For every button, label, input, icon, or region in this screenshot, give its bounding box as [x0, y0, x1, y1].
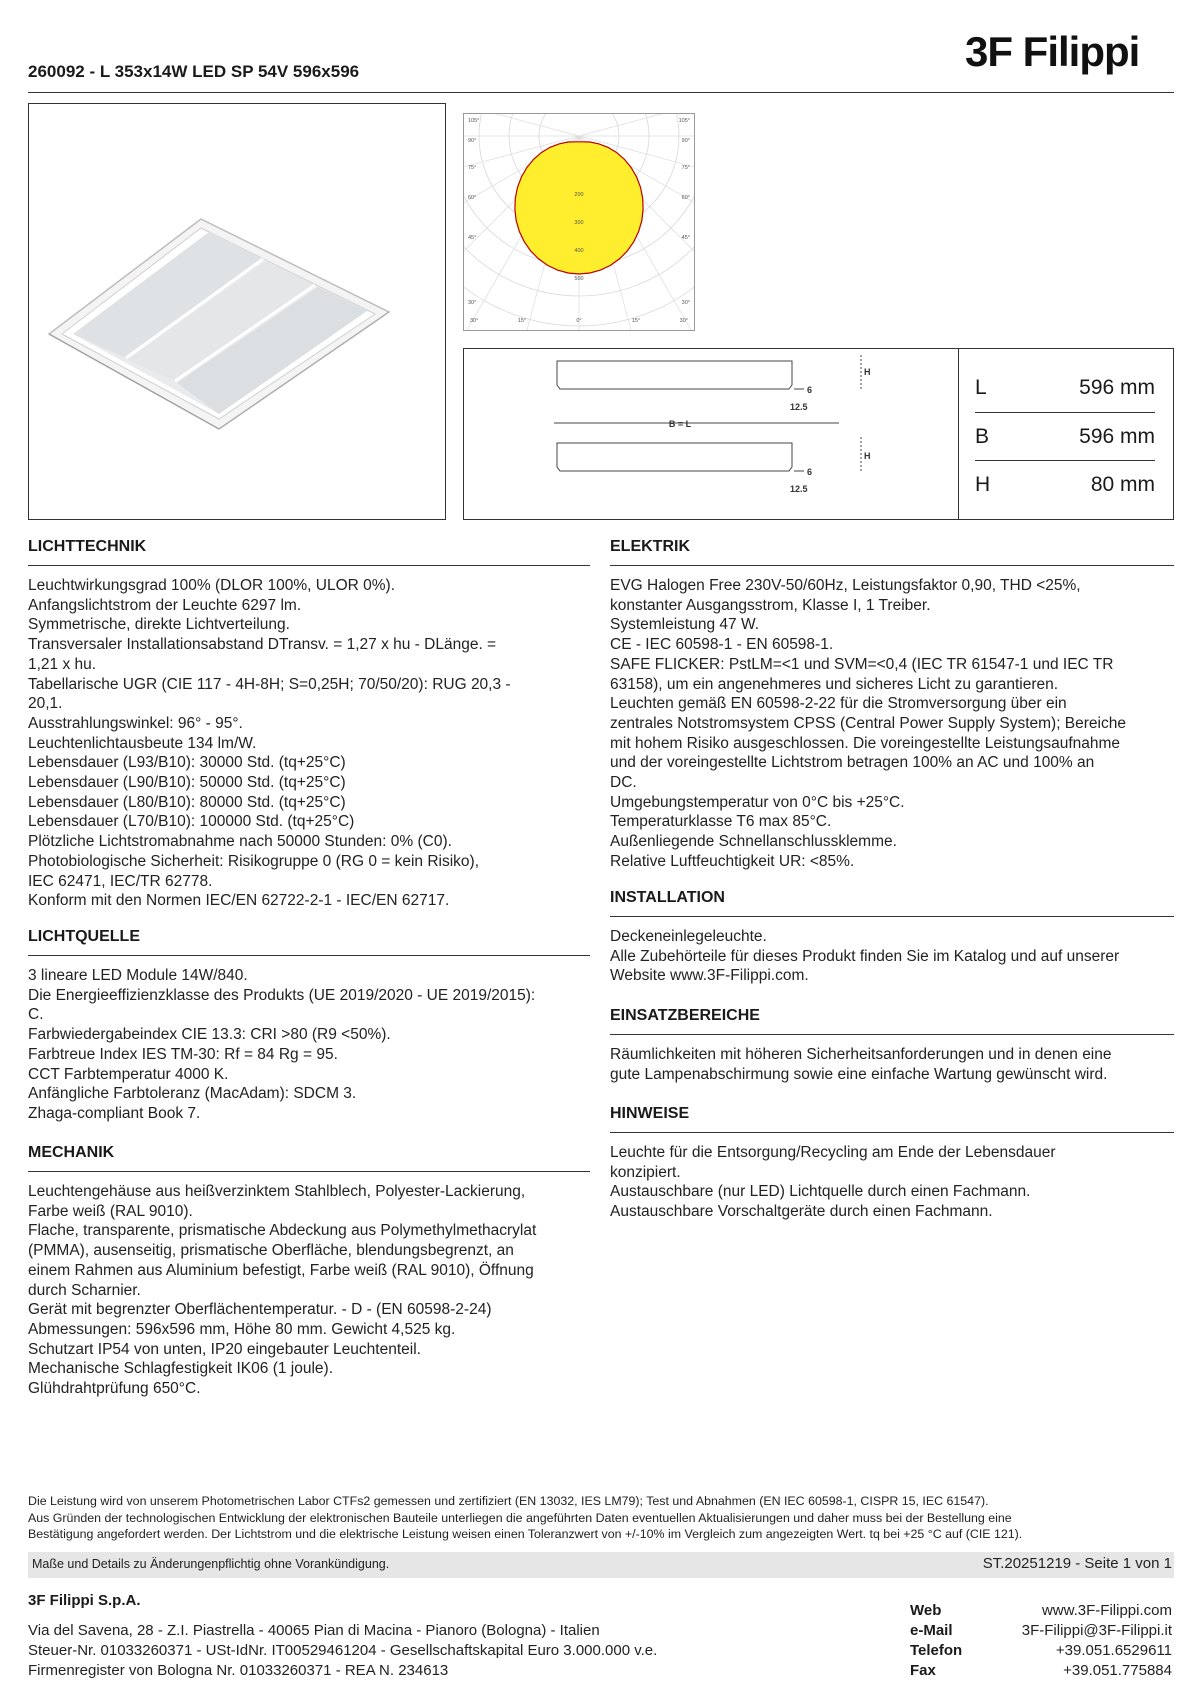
offset-12-5-bottom: 12.5: [790, 484, 808, 494]
section-heading: HINWEISE: [610, 1105, 690, 1122]
dimension-row-l: [975, 368, 1155, 408]
section-line: 63158), um ein angenehmeres und sicheres Licht zu garantieren.: [610, 675, 1059, 693]
section-line: Leuchtwirkungsgrad 100% (DLOR 100%, ULOR 0%).: [28, 577, 396, 594]
section-line: Flache, transparente, prismatische Abdeckung aus Polymethylmethacrylat: [28, 1222, 537, 1240]
section-line: IEC 62471, IEC/TR 62778.: [28, 872, 213, 890]
section-rule: [610, 1034, 1174, 1035]
info-bar-disclaimer: Maße und Details zu Änderungenpflichtig ohne Vorankündigung.: [32, 1557, 390, 1571]
company-name: 3F Filippi S.p.A.: [28, 1592, 141, 1609]
dimension-row-b: [975, 417, 1155, 457]
polar-radial-label: 400: [574, 248, 584, 254]
dimension-drawing: [464, 349, 958, 519]
contact-key-email: e-Mail: [910, 1622, 953, 1639]
contact-web-link[interactable]: www.3F-Filippi.com: [1041, 1602, 1172, 1619]
section-line: 1,21 x hu.: [28, 655, 97, 673]
company-tax-info: Steuer-Nr. 01033260371 - USt-IdNr. IT00529461204 - Gesellschaftskapital Euro 3.000.000 v.e.: [28, 1642, 658, 1659]
dimension-key: H: [975, 473, 991, 496]
section-line: konstanter Ausgangsstrom, Klasse I, 1 Treiber.: [610, 596, 931, 614]
section-line: 3 lineare LED Module 14W/840.: [28, 967, 248, 984]
section-line: konzipiert.: [610, 1163, 681, 1181]
dimension-value: 596 mm: [1079, 425, 1155, 448]
section-line: Symmetrische, direkte Lichtverteilung.: [28, 616, 290, 634]
section-line: Transversaler Installationsabstand DTransv. = 1,27 x hu - DLänge. =: [28, 636, 497, 654]
section-mechanik: [28, 1143, 590, 1399]
section-line: CE - IEC 60598-1 - EN 60598-1.: [610, 636, 834, 654]
footnote-line: Aus Gründen der technologischen Entwicklung der elektronischen Bauteile unterliegen die angeführten Daten eventuellen Aktualisierungen und daher muss bei der Bestellung eine: [28, 1510, 1012, 1525]
polar-angle-label-right: 105°: [678, 118, 690, 124]
section-body: [28, 966, 590, 1124]
section-rule: [610, 916, 1174, 917]
polar-radial-label: 300: [574, 220, 584, 226]
section-heading: INSTALLATION: [610, 889, 725, 906]
section-line: Leuchtengehäuse aus heißverzinktem Stahlblech, Polyester-Lackierung,: [28, 1183, 526, 1200]
footnote: [28, 1493, 1178, 1543]
section-rule: [28, 1171, 590, 1172]
polar-angle-label-left: 30°: [468, 300, 477, 306]
section-line: durch Scharnier.: [28, 1281, 141, 1299]
section-line: Leuchtenlichtausbeute 134 lm/W.: [28, 734, 257, 752]
section-body: [610, 1143, 1174, 1222]
section-line: Relative Luftfeuchtigkeit UR: <85%.: [610, 852, 855, 870]
footnote-line: Die Leistung wird von unserem Photometrischen Labor CTFs2 gemessen und zertifiziert (EN 13032, IES LM79); Test und Abnahmen (EN IEC 60598-1, CISPR 15, IEC 61547).: [28, 1494, 989, 1508]
section-line: SAFE FLICKER: PstLM=<1 und SVM=<0,4 (IEC TR 61547-1 und IEC TR: [610, 655, 1114, 673]
polar-angle-label-left: 105°: [468, 118, 480, 124]
polar-angle-label-bottom: 30°: [470, 318, 479, 324]
section-line: Farbwiedergabeindex CIE 13.3: CRI >80 (R9 <50%).: [28, 1026, 391, 1044]
polar-angle-label-bottom: 15°: [517, 318, 527, 324]
section-line: Mechanische Schlagfestigkeit IK06 (1 joule).: [28, 1360, 333, 1378]
section-line: Website www.3F-Filippi.com.: [610, 967, 809, 985]
company-address: Via del Savena, 28 - Z.I. Piastrella - 40065 Pian di Macina - Pianoro (Bologna) - Italien: [28, 1622, 600, 1639]
section-line: und der voreingestellte Lichtstrom betragen 100% an AC und 100% an: [610, 754, 1095, 772]
section-line: C.: [28, 1006, 44, 1024]
section-line: Ausstrahlungswinkel: 96° - 95°.: [28, 714, 243, 732]
section-heading: EINSATZBEREICHE: [610, 1007, 760, 1024]
section-line: DC.: [610, 774, 637, 792]
section-rule: [610, 1132, 1174, 1133]
brand-logo: [965, 22, 1175, 80]
section-line: Photobiologische Sicherheit: Risikogruppe 0 (RG 0 = kein Risiko),: [28, 852, 480, 870]
section-line: Lebensdauer (L90/B10): 50000 Std. (tq+25°C): [28, 774, 346, 792]
height-label-top: H: [864, 367, 871, 377]
polar-angle-label-bottom: 15°: [631, 318, 641, 324]
contact-key-web: Web: [910, 1602, 942, 1619]
section-line: Gerät mit begrenzter Oberflächentemperatur. - D - (EN 60598-2-24): [28, 1301, 492, 1319]
polar-angle-label-bottom: 0°: [576, 318, 582, 324]
dimension-divider: [975, 460, 1155, 461]
company-registry: Firmenregister von Bologna Nr. 01033260371 - REA N. 234613: [28, 1662, 449, 1679]
section-line: Farbtreue Index IES TM-30: Rf = 84 Rg = 95.: [28, 1045, 338, 1063]
section-hinweise: [610, 1104, 1174, 1222]
section-line: 20,1.: [28, 695, 63, 713]
dimension-key: L: [975, 376, 987, 399]
luminaire-side-view-bottom: [557, 443, 792, 471]
polar-angle-label-right: 90°: [681, 138, 690, 144]
section-line: Austauschbare Vorschaltgeräte durch einen Fachmann.: [610, 1203, 993, 1221]
polar-angle-label-bottom: 30°: [679, 318, 688, 324]
section-heading: LICHTQUELLE: [28, 928, 140, 945]
section-einsatzbereiche: [610, 1006, 1174, 1084]
section-line: Abmessungen: 596x596 mm, Höhe 80 mm. Gewicht 4,525 kg.: [28, 1320, 456, 1338]
section-lichttechnik: [28, 537, 590, 911]
section-line: Glühdrahtprüfung 650°C.: [28, 1380, 201, 1398]
contact-key-phone: Telefon: [910, 1642, 963, 1659]
dimension-value: 80 mm: [1090, 473, 1155, 496]
section-line: EVG Halogen Free 230V-50/60Hz, Leistungsfaktor 0,90, THD <25%,: [610, 577, 1081, 594]
section-line: einem Rahmen aus Aluminium befestigt, Farbe weiß (RAL 9010), Öffnung: [28, 1261, 534, 1279]
polar-angle-label-left: 75°: [468, 165, 477, 171]
section-line: Umgebungstemperatur von 0°C bis +25°C.: [610, 793, 905, 811]
contact-phone: +39.051.6529611: [1055, 1642, 1172, 1659]
polar-angle-label-right: 75°: [681, 165, 690, 171]
section-heading: ELEKTRIK: [610, 538, 690, 555]
polar-curve: [515, 142, 643, 274]
section-line: zentrales Notstromsystem CPSS (Central Power Supply System); Bereiche: [610, 714, 1126, 732]
offset-12-5-top: 12.5: [790, 402, 808, 412]
section-line: Anfängliche Farbtoleranz (MacAdam): SDCM 3.: [28, 1085, 357, 1103]
section-line: CCT Farbtemperatur 4000 K.: [28, 1065, 229, 1083]
section-line: Lebensdauer (L93/B10): 30000 Std. (tq+25°C): [28, 754, 346, 772]
section-heading: MECHANIK: [28, 1144, 115, 1161]
section-body: [28, 576, 590, 911]
polar-angle-label-right: 60°: [681, 195, 690, 201]
section-line: Zhaga-compliant Book 7.: [28, 1104, 201, 1122]
dimension-row-h: [975, 465, 1155, 505]
polar-diagram: [463, 113, 695, 331]
dimension-value: 596 mm: [1079, 376, 1155, 399]
section-line: Lebensdauer (L80/B10): 80000 Std. (tq+25°C): [28, 793, 346, 811]
section-line: Deckeneinlegeleuchte.: [610, 928, 767, 945]
footnote-line: Bestätigung angefordert werden. Der Lichtstrom und die elektrische Leistung weisen einen Toleranzwert von +/-10% im Vergleich zum angezeigten Wert. tq bei +25 °C auf (CIE 121).: [28, 1527, 1023, 1541]
height-label-bottom: H: [864, 451, 871, 461]
dimension-divider: [975, 412, 1155, 413]
section-line: Alle Zubehörteile für dieses Produkt finden Sie im Katalog und auf unserer: [610, 947, 1120, 965]
section-line: Leuchten gemäß EN 60598-2-22 für die Stromversorgung über ein: [610, 695, 1067, 713]
polar-diagram-svg: [464, 114, 694, 330]
offset-6-top: 6: [807, 385, 813, 395]
section-line: Austauschbare (nur LED) Lichtquelle durch einen Fachmann.: [610, 1183, 1031, 1201]
section-line: Räumlichkeiten mit höheren Sicherheitsanforderungen und in denen eine: [610, 1046, 1112, 1063]
section-body: [28, 1182, 590, 1399]
section-rule: [28, 955, 590, 956]
section-line: Leuchte für die Entsorgung/Recycling am Ende der Lebensdauer: [610, 1144, 1056, 1161]
section-line: Plötzliche Lichtstromabnahme nach 50000 Stunden: 0% (C0).: [28, 833, 452, 851]
section-body: [610, 1045, 1174, 1084]
dimension-separator: [958, 349, 959, 519]
section-rule: [610, 565, 1174, 566]
offset-6-bottom: 6: [807, 467, 813, 477]
section-line: Farbe weiß (RAL 9010).: [28, 1202, 193, 1220]
section-lichtquelle: [28, 927, 590, 1124]
polar-angle-label-right: 30°: [681, 300, 690, 306]
section-line: Temperaturklasse T6 max 85°C.: [610, 813, 832, 831]
section-rule: [28, 565, 590, 566]
contact-key-fax: Fax: [910, 1662, 936, 1679]
section-line: Tabellarische UGR (CIE 117 - 4H-8H; S=0,25H; 70/50/20): RUG 20,3 -: [28, 675, 511, 693]
section-line: Schutzart IP54 von unten, IP20 eingebauter Leuchtenteil.: [28, 1340, 421, 1358]
section-line: Lebensdauer (L70/B10): 100000 Std. (tq+25°C): [28, 813, 355, 831]
section-body: [610, 576, 1174, 872]
header-divider: [28, 92, 1174, 93]
polar-angle-label-left: 45°: [468, 235, 477, 241]
page-title: 260092 - L 353x14W LED SP 54V 596x596: [28, 62, 360, 81]
polar-grid-spoke: [464, 114, 579, 136]
section-line: (PMMA), ausenseitig, prismatische Oberfläche, blendungsbegrenzt, an: [28, 1242, 514, 1260]
section-line: Konform mit den Normen IEC/EN 62722-2-1 - IEC/EN 62717.: [28, 892, 450, 910]
luminaire-side-view-top: [557, 361, 792, 389]
section-installation: [610, 888, 1174, 986]
brand-logo-text: 3F Filippi: [965, 28, 1140, 75]
section-elektrik: [610, 537, 1174, 872]
contact-fax: +39.051.775884: [1063, 1662, 1172, 1679]
polar-grid-spoke: [579, 114, 694, 136]
info-bar-page-number: ST.20251219 - Seite 1 von 1: [982, 1555, 1172, 1572]
section-heading: LICHTTECHNIK: [28, 538, 147, 555]
dimension-key: B: [975, 425, 990, 448]
section-line: mit hohem Risiko ausgeschlossen. Die voreingestellte Leistungsaufnahme: [610, 734, 1121, 752]
product-photo: [29, 104, 445, 519]
polar-radial-label: 500: [574, 276, 584, 282]
polar-angle-label-right: 45°: [681, 235, 690, 241]
section-line: Anfangslichtstrom der Leuchte 6297 lm.: [28, 596, 302, 614]
section-body: [610, 927, 1174, 986]
section-line: Die Energieeffizienzklasse des Produkts (UE 2019/2020 - UE 2019/2015):: [28, 986, 536, 1004]
product-photo-frame: [28, 103, 446, 520]
polar-radial-label: 200: [574, 192, 584, 198]
section-line: Systemleistung 47 W.: [610, 616, 760, 634]
polar-angle-label-left: 90°: [468, 138, 477, 144]
contact-email-link[interactable]: 3F-Filippi@3F-Filippi.it: [1021, 1622, 1172, 1639]
section-line: Außenliegende Schnellanschlussklemme.: [610, 833, 897, 851]
b-equals-l-label: B = L: [668, 419, 692, 429]
polar-angle-label-left: 60°: [468, 195, 477, 201]
section-line: gute Lampenabschirmung sowie eine einfache Wartung gewünscht wird.: [610, 1065, 1108, 1083]
